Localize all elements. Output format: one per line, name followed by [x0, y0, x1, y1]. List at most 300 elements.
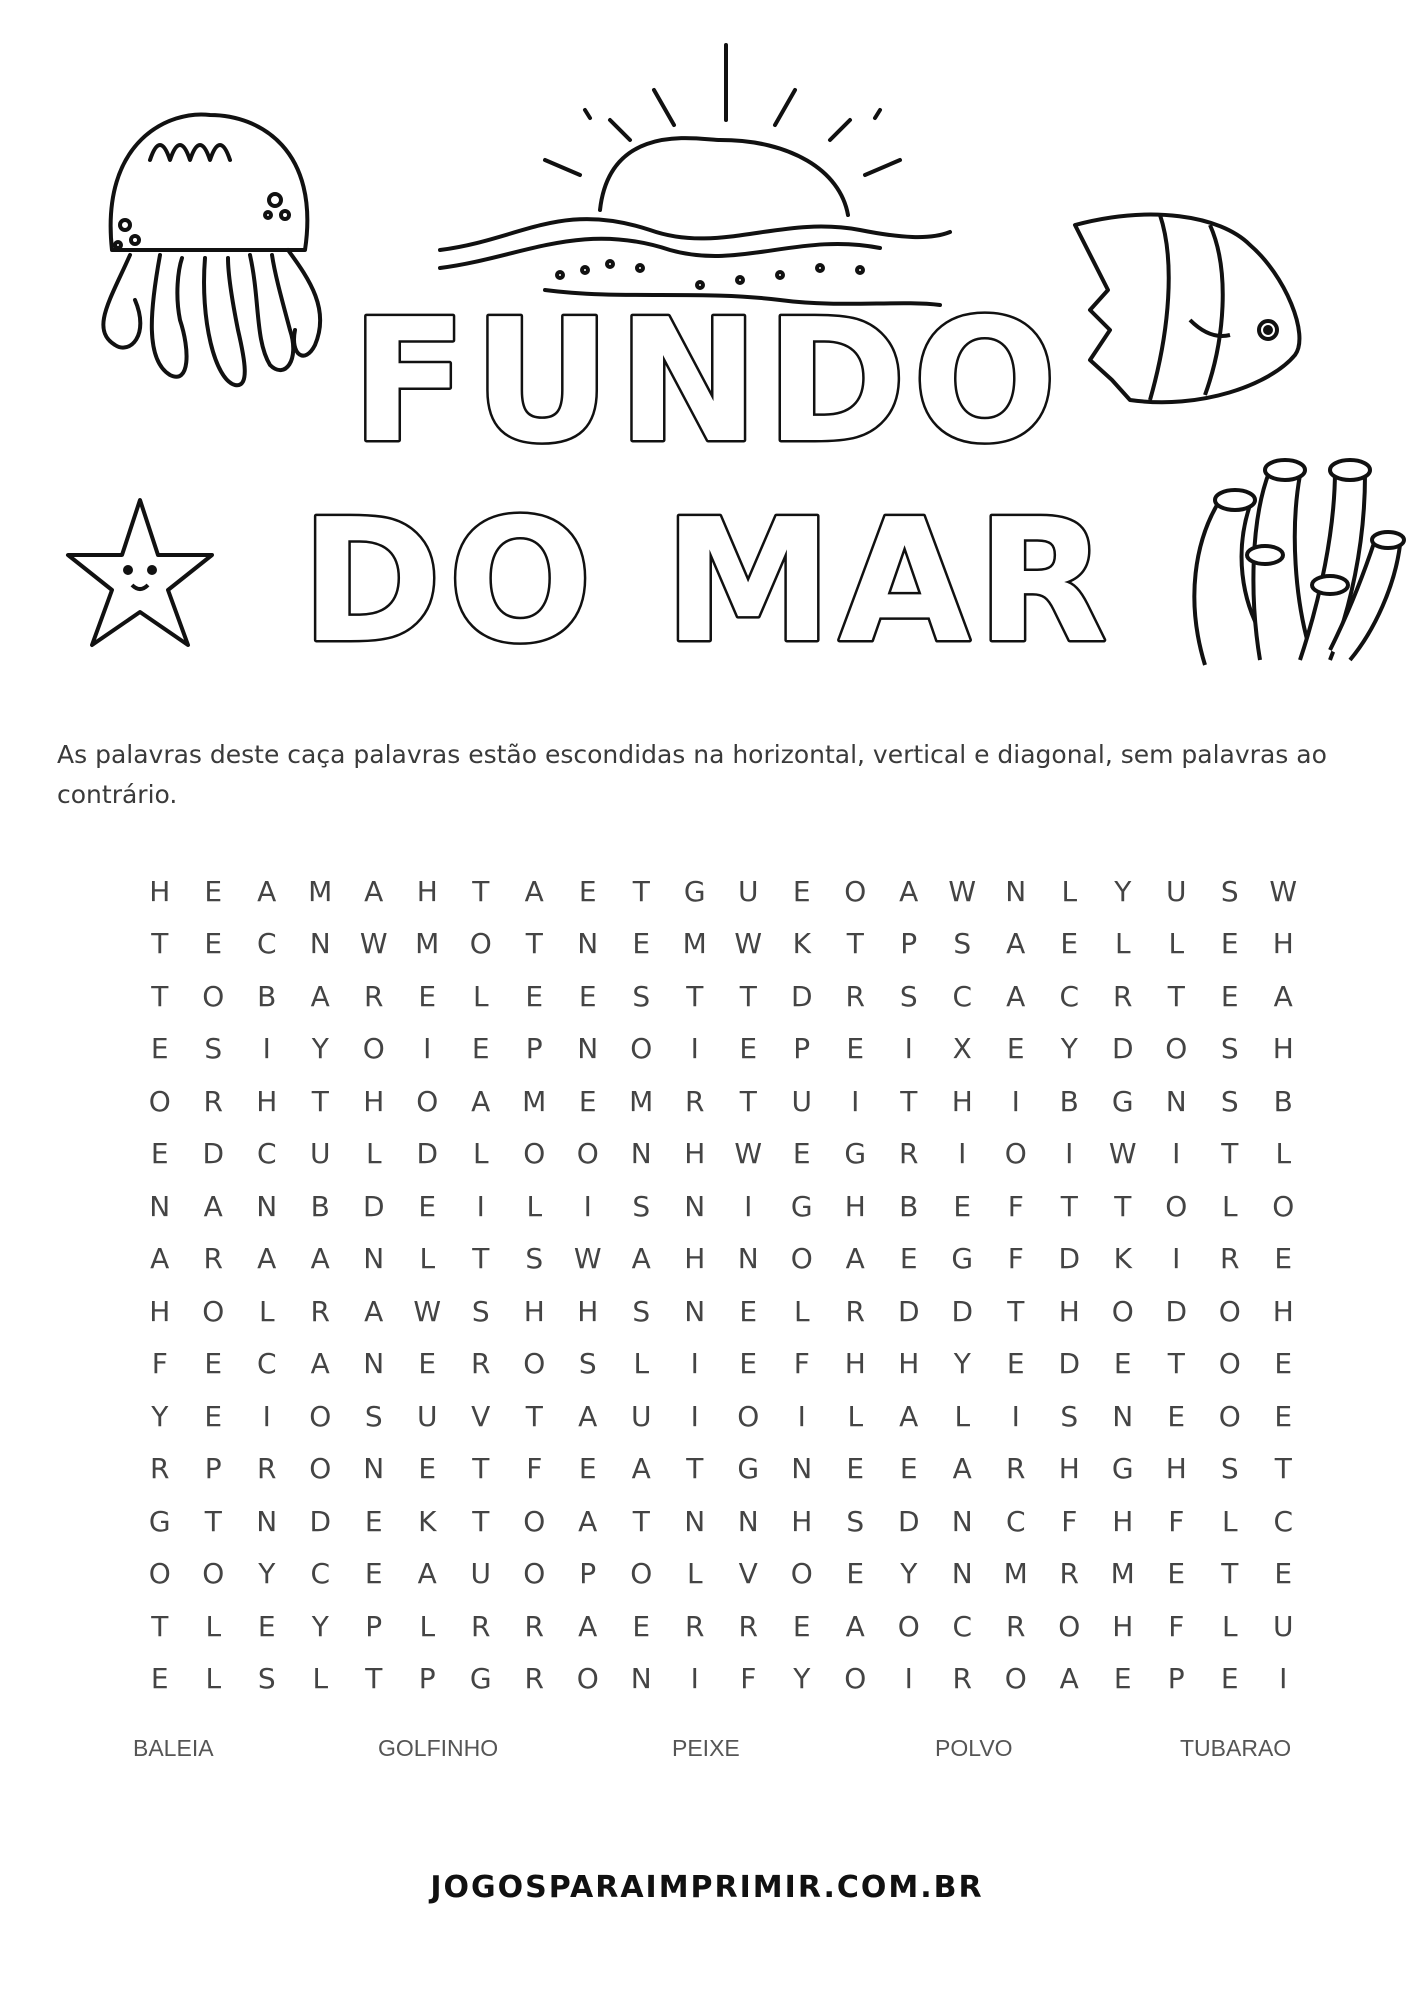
grid-cell[interactable]: I	[423, 1032, 432, 1066]
grid-cell[interactable]: O	[148, 1084, 171, 1118]
grid-cell[interactable]: N	[363, 1242, 385, 1276]
grid-cell[interactable]: U	[1166, 874, 1187, 908]
grid-cell[interactable]: F	[740, 1662, 757, 1696]
grid-cell[interactable]: W	[359, 927, 388, 961]
grid-cell[interactable]: E	[1274, 1399, 1293, 1433]
grid-cell[interactable]: E	[846, 1452, 865, 1486]
grid-cell[interactable]: N	[791, 1452, 813, 1486]
grid-cell[interactable]: L	[1221, 1609, 1238, 1643]
grid-cell[interactable]: O	[1272, 1189, 1295, 1223]
grid-cell[interactable]: L	[1168, 927, 1185, 961]
grid-cell[interactable]: R	[1006, 1609, 1026, 1643]
grid-cell[interactable]: R	[685, 1084, 705, 1118]
grid-cell[interactable]: F	[1007, 1189, 1024, 1223]
grid-cell[interactable]: S	[632, 1189, 651, 1223]
grid-cell[interactable]: M	[1110, 1557, 1135, 1591]
grid-cell[interactable]: O	[630, 1557, 653, 1591]
grid-cell[interactable]: E	[846, 1557, 865, 1591]
grid-cell[interactable]: O	[630, 1032, 653, 1066]
grid-cell[interactable]: O	[309, 1452, 332, 1486]
grid-cell[interactable]: N	[684, 1504, 706, 1538]
grid-cell[interactable]: G	[1111, 1452, 1134, 1486]
grid-cell[interactable]: A	[310, 1347, 330, 1381]
grid-cell[interactable]: S	[204, 1032, 223, 1066]
grid-cell[interactable]: I	[262, 1032, 271, 1066]
grid-cell[interactable]: O	[523, 1557, 546, 1591]
grid-cell[interactable]: R	[1059, 1557, 1079, 1591]
grid-cell[interactable]: G	[951, 1242, 974, 1276]
grid-cell[interactable]: D	[897, 1504, 920, 1538]
grid-cell[interactable]: E	[1274, 1557, 1293, 1591]
grid-cell[interactable]: T	[151, 979, 169, 1013]
grid-cell[interactable]: D	[362, 1189, 385, 1223]
grid-cell[interactable]: U	[791, 1084, 812, 1118]
grid-cell[interactable]: I	[744, 1189, 753, 1223]
grid-cell[interactable]: E	[578, 979, 597, 1013]
grid-cell[interactable]: G	[1111, 1084, 1134, 1118]
grid-cell[interactable]: I	[690, 1399, 699, 1433]
grid-cell[interactable]: W	[413, 1294, 442, 1328]
grid-cell[interactable]: M	[682, 927, 707, 961]
grid-cell[interactable]: O	[523, 1137, 546, 1171]
grid-cell[interactable]: T	[900, 1084, 918, 1118]
grid-cell[interactable]: R	[524, 1662, 544, 1696]
grid-cell[interactable]: P	[1167, 1662, 1185, 1696]
grid-cell[interactable]: A	[578, 1504, 598, 1538]
grid-cell[interactable]: A	[899, 1399, 919, 1433]
grid-cell[interactable]: T	[204, 1504, 222, 1538]
grid-cell[interactable]: U	[1273, 1609, 1294, 1643]
grid-cell[interactable]: S	[257, 1662, 276, 1696]
grid-cell[interactable]: I	[1065, 1137, 1074, 1171]
grid-cell[interactable]: A	[1006, 927, 1026, 961]
grid-cell[interactable]: O	[737, 1399, 760, 1433]
grid-cell[interactable]: N	[951, 1504, 973, 1538]
grid-cell[interactable]: A	[257, 1242, 277, 1276]
grid-cell[interactable]: E	[1167, 1557, 1186, 1591]
grid-cell[interactable]: O	[309, 1399, 332, 1433]
grid-cell[interactable]: S	[1220, 874, 1239, 908]
grid-cell[interactable]: Y	[311, 1609, 329, 1643]
grid-cell[interactable]: E	[150, 1662, 169, 1696]
grid-cell[interactable]: H	[684, 1137, 706, 1171]
grid-cell[interactable]: P	[900, 927, 918, 961]
grid-cell[interactable]: L	[1061, 874, 1078, 908]
grid-cell[interactable]: M	[1003, 1557, 1028, 1591]
grid-cell[interactable]: T	[1274, 1452, 1292, 1486]
grid-cell[interactable]: L	[312, 1662, 329, 1696]
grid-cell[interactable]: O	[523, 1347, 546, 1381]
grid-cell[interactable]: O	[1218, 1347, 1241, 1381]
grid-cell[interactable]: T	[525, 927, 543, 961]
grid-cell[interactable]: T	[686, 1452, 704, 1486]
grid-cell[interactable]: I	[690, 1662, 699, 1696]
grid-cell[interactable]: H	[1272, 1294, 1294, 1328]
grid-cell[interactable]: W	[573, 1242, 602, 1276]
grid-cell[interactable]: H	[1112, 1609, 1134, 1643]
grid-cell[interactable]: T	[632, 1504, 650, 1538]
grid-cell[interactable]: C	[952, 979, 973, 1013]
grid-cell[interactable]: E	[1220, 1662, 1239, 1696]
grid-cell[interactable]: E	[1167, 1399, 1186, 1433]
grid-cell[interactable]: H	[256, 1084, 278, 1118]
grid-cell[interactable]: R	[1006, 1452, 1026, 1486]
grid-cell[interactable]: O	[1004, 1137, 1027, 1171]
grid-cell[interactable]: R	[471, 1609, 491, 1643]
grid-cell[interactable]: K	[1113, 1242, 1132, 1276]
grid-cell[interactable]: O	[202, 1294, 225, 1328]
grid-cell[interactable]: D	[416, 1137, 439, 1171]
grid-cell[interactable]: C	[256, 927, 277, 961]
grid-cell[interactable]: T	[1007, 1294, 1025, 1328]
grid-cell[interactable]: S	[471, 1294, 490, 1328]
grid-cell[interactable]: E	[418, 979, 437, 1013]
grid-cell[interactable]: E	[578, 1452, 597, 1486]
grid-cell[interactable]: N	[737, 1242, 759, 1276]
grid-cell[interactable]: I	[1279, 1662, 1288, 1696]
grid-cell[interactable]: E	[204, 1399, 223, 1433]
grid-cell[interactable]: E	[792, 1137, 811, 1171]
grid-cell[interactable]: K	[418, 1504, 437, 1538]
grid-cell[interactable]: S	[525, 1242, 544, 1276]
grid-cell[interactable]: H	[898, 1347, 920, 1381]
grid-cell[interactable]: H	[523, 1294, 545, 1328]
grid-cell[interactable]: S	[846, 1504, 865, 1538]
grid-cell[interactable]: E	[632, 927, 651, 961]
grid-cell[interactable]: N	[256, 1189, 278, 1223]
grid-cell[interactable]: B	[310, 1189, 330, 1223]
grid-cell[interactable]: D	[1165, 1294, 1188, 1328]
grid-cell[interactable]: T	[311, 1084, 329, 1118]
grid-cell[interactable]: S	[1060, 1399, 1079, 1433]
grid-cell[interactable]: N	[256, 1504, 278, 1538]
grid-cell[interactable]: D	[790, 979, 813, 1013]
grid-cell[interactable]: F	[793, 1347, 810, 1381]
grid-cell[interactable]: A	[1273, 979, 1293, 1013]
grid-cell[interactable]: O	[1058, 1609, 1081, 1643]
grid-cell[interactable]: Y	[1060, 1032, 1078, 1066]
grid-cell[interactable]: T	[472, 1242, 490, 1276]
grid-cell[interactable]: U	[631, 1399, 652, 1433]
grid-cell[interactable]: E	[471, 1032, 490, 1066]
grid-cell[interactable]: E	[418, 1189, 437, 1223]
grid-cell[interactable]: O	[202, 979, 225, 1013]
grid-cell[interactable]: A	[471, 1084, 491, 1118]
grid-cell[interactable]: H	[363, 1084, 385, 1118]
grid-cell[interactable]: Y	[953, 1347, 971, 1381]
grid-cell[interactable]: D	[1111, 1032, 1134, 1066]
grid-cell[interactable]: E	[1274, 1242, 1293, 1276]
grid-cell[interactable]: E	[1274, 1347, 1293, 1381]
grid-cell[interactable]: A	[203, 1189, 223, 1223]
grid-cell[interactable]: A	[845, 1242, 865, 1276]
grid-cell[interactable]: A	[1059, 1662, 1079, 1696]
grid-cell[interactable]: H	[1165, 1452, 1187, 1486]
grid-cell[interactable]: T	[1221, 1557, 1239, 1591]
grid-cell[interactable]: L	[1221, 1189, 1238, 1223]
grid-cell[interactable]: R	[150, 1452, 170, 1486]
grid-cell[interactable]: F	[151, 1347, 168, 1381]
grid-cell[interactable]: T	[1114, 1189, 1132, 1223]
grid-cell[interactable]: D	[897, 1294, 920, 1328]
grid-cell[interactable]: O	[844, 1662, 867, 1696]
grid-cell[interactable]: T	[1221, 1137, 1239, 1171]
grid-cell[interactable]: I	[904, 1662, 913, 1696]
grid-cell[interactable]: E	[150, 1137, 169, 1171]
grid-cell[interactable]: E	[899, 1452, 918, 1486]
grid-cell[interactable]: H	[951, 1084, 973, 1118]
grid-cell[interactable]: Y	[900, 1557, 918, 1591]
grid-cell[interactable]: S	[364, 1399, 383, 1433]
grid-cell[interactable]: P	[525, 1032, 543, 1066]
grid-cell[interactable]: A	[1006, 979, 1026, 1013]
grid-cell[interactable]: T	[686, 979, 704, 1013]
grid-cell[interactable]: P	[793, 1032, 811, 1066]
grid-cell[interactable]: E	[364, 1557, 383, 1591]
grid-cell[interactable]: Y	[1114, 874, 1132, 908]
grid-cell[interactable]: H	[844, 1347, 866, 1381]
grid-cell[interactable]: V	[738, 1557, 758, 1591]
grid-cell[interactable]: E	[1006, 1347, 1025, 1381]
grid-cell[interactable]: P	[579, 1557, 597, 1591]
grid-cell[interactable]: M	[308, 874, 333, 908]
grid-cell[interactable]: V	[471, 1399, 491, 1433]
grid-cell[interactable]: H	[1058, 1294, 1080, 1328]
grid-cell[interactable]: H	[1272, 1032, 1294, 1066]
grid-cell[interactable]: H	[577, 1294, 599, 1328]
grid-cell[interactable]: D	[951, 1294, 974, 1328]
grid-cell[interactable]: T	[525, 1399, 543, 1433]
grid-cell[interactable]: E	[899, 1242, 918, 1276]
grid-cell[interactable]: T	[472, 1504, 490, 1538]
grid-cell[interactable]: E	[364, 1504, 383, 1538]
grid-cell[interactable]: T	[739, 979, 757, 1013]
grid-cell[interactable]: G	[844, 1137, 867, 1171]
grid-cell[interactable]: L	[793, 1294, 810, 1328]
grid-cell[interactable]: E	[1006, 1032, 1025, 1066]
grid-cell[interactable]: N	[363, 1347, 385, 1381]
grid-cell[interactable]: B	[1273, 1084, 1293, 1118]
grid-cell[interactable]: N	[684, 1189, 706, 1223]
grid-cell[interactable]: E	[1220, 979, 1239, 1013]
grid-cell[interactable]: N	[1112, 1399, 1134, 1433]
grid-cell[interactable]: L	[954, 1399, 971, 1433]
grid-cell[interactable]: S	[953, 927, 972, 961]
grid-cell[interactable]: H	[149, 874, 171, 908]
grid-cell[interactable]: E	[792, 874, 811, 908]
grid-cell[interactable]: I	[690, 1347, 699, 1381]
grid-cell[interactable]: R	[524, 1609, 544, 1643]
grid-cell[interactable]: O	[576, 1137, 599, 1171]
grid-cell[interactable]: M	[629, 1084, 654, 1118]
grid-cell[interactable]: L	[472, 1137, 489, 1171]
grid-cell[interactable]: I	[851, 1084, 860, 1118]
grid-cell[interactable]: M	[522, 1084, 547, 1118]
grid-cell[interactable]: H	[416, 874, 438, 908]
grid-cell[interactable]: Y	[258, 1557, 276, 1591]
grid-cell[interactable]: K	[792, 927, 811, 961]
grid-cell[interactable]: T	[472, 1452, 490, 1486]
grid-cell[interactable]: I	[262, 1399, 271, 1433]
grid-cell[interactable]: D	[1058, 1242, 1081, 1276]
grid-cell[interactable]: R	[203, 1242, 223, 1276]
grid-cell[interactable]: P	[204, 1452, 222, 1486]
grid-cell[interactable]: R	[1220, 1242, 1240, 1276]
grid-cell[interactable]: E	[739, 1032, 758, 1066]
grid-cell[interactable]: D	[309, 1504, 332, 1538]
grid-cell[interactable]: E	[578, 1084, 597, 1118]
grid-cell[interactable]: N	[684, 1294, 706, 1328]
grid-cell[interactable]: Y	[151, 1399, 169, 1433]
grid-cell[interactable]: T	[1167, 979, 1185, 1013]
grid-cell[interactable]: O	[362, 1032, 385, 1066]
grid-cell[interactable]: L	[526, 1189, 543, 1223]
grid-cell[interactable]: I	[476, 1189, 485, 1223]
grid-cell[interactable]: L	[258, 1294, 275, 1328]
grid-cell[interactable]: A	[845, 1609, 865, 1643]
grid-cell[interactable]: A	[257, 874, 277, 908]
grid-cell[interactable]: R	[685, 1609, 705, 1643]
grid-cell[interactable]: H	[149, 1294, 171, 1328]
grid-cell[interactable]: O	[1218, 1399, 1241, 1433]
grid-cell[interactable]: G	[737, 1452, 760, 1486]
grid-cell[interactable]: E	[204, 927, 223, 961]
grid-cell[interactable]: D	[1058, 1347, 1081, 1381]
grid-cell[interactable]: M	[415, 927, 440, 961]
grid-cell[interactable]: E	[792, 1609, 811, 1643]
grid-cell[interactable]: S	[578, 1347, 597, 1381]
grid-cell[interactable]: E	[418, 1347, 437, 1381]
grid-cell[interactable]: N	[951, 1557, 973, 1591]
grid-cell[interactable]: E	[953, 1189, 972, 1223]
grid-cell[interactable]: E	[1113, 1662, 1132, 1696]
grid-cell[interactable]: L	[205, 1609, 222, 1643]
grid-cell[interactable]: W	[948, 874, 977, 908]
grid-cell[interactable]: U	[470, 1557, 491, 1591]
grid-cell[interactable]: A	[364, 1294, 384, 1328]
grid-cell[interactable]: A	[899, 874, 919, 908]
grid-cell[interactable]: I	[1172, 1137, 1181, 1171]
grid-cell[interactable]: A	[524, 874, 544, 908]
grid-cell[interactable]: H	[1058, 1452, 1080, 1486]
grid-cell[interactable]: E	[632, 1609, 651, 1643]
grid-cell[interactable]: E	[1220, 927, 1239, 961]
grid-cell[interactable]: R	[364, 979, 384, 1013]
grid-cell[interactable]: L	[419, 1242, 436, 1276]
grid-cell[interactable]: A	[578, 1399, 598, 1433]
grid-cell[interactable]: S	[899, 979, 918, 1013]
grid-cell[interactable]: N	[577, 1032, 599, 1066]
grid-cell[interactable]: C	[256, 1137, 277, 1171]
grid-cell[interactable]: H	[791, 1504, 813, 1538]
grid-cell[interactable]: T	[846, 927, 864, 961]
grid-cell[interactable]: L	[1114, 927, 1131, 961]
grid-cell[interactable]: C	[256, 1347, 277, 1381]
grid-cell[interactable]: A	[631, 1242, 651, 1276]
grid-cell[interactable]: O	[1111, 1294, 1134, 1328]
grid-cell[interactable]: O	[897, 1609, 920, 1643]
grid-cell[interactable]: R	[738, 1609, 758, 1643]
grid-cell[interactable]: L	[686, 1557, 703, 1591]
grid-cell[interactable]: I	[958, 1137, 967, 1171]
grid-cell[interactable]: R	[952, 1662, 972, 1696]
grid-cell[interactable]: I	[904, 1032, 913, 1066]
grid-cell[interactable]: O	[148, 1557, 171, 1591]
grid-cell[interactable]: L	[1275, 1137, 1292, 1171]
grid-cell[interactable]: A	[310, 979, 330, 1013]
grid-cell[interactable]: I	[1011, 1084, 1020, 1118]
grid-cell[interactable]: O	[1004, 1662, 1027, 1696]
grid-cell[interactable]: E	[739, 1294, 758, 1328]
grid-cell[interactable]: G	[790, 1189, 813, 1223]
grid-cell[interactable]: T	[365, 1662, 383, 1696]
grid-cell[interactable]: T	[151, 1609, 169, 1643]
grid-cell[interactable]: A	[150, 1242, 170, 1276]
grid-cell[interactable]: S	[1220, 1452, 1239, 1486]
grid-cell[interactable]: L	[205, 1662, 222, 1696]
grid-cell[interactable]: G	[469, 1662, 492, 1696]
grid-cell[interactable]: H	[1272, 927, 1294, 961]
grid-cell[interactable]: E	[204, 1347, 223, 1381]
grid-cell[interactable]: S	[632, 1294, 651, 1328]
grid-cell[interactable]: O	[416, 1084, 439, 1118]
grid-cell[interactable]: R	[899, 1137, 919, 1171]
grid-cell[interactable]: D	[202, 1137, 225, 1171]
grid-cell[interactable]: L	[847, 1399, 864, 1433]
grid-cell[interactable]: L	[1221, 1504, 1238, 1538]
grid-cell[interactable]: I	[797, 1399, 806, 1433]
grid-cell[interactable]: W	[1108, 1137, 1137, 1171]
grid-cell[interactable]: R	[845, 979, 865, 1013]
grid-cell[interactable]: N	[1005, 874, 1027, 908]
grid-cell[interactable]: E	[578, 874, 597, 908]
grid-cell[interactable]: E	[1113, 1347, 1132, 1381]
grid-cell[interactable]: R	[257, 1452, 277, 1486]
grid-cell[interactable]: O	[523, 1504, 546, 1538]
grid-cell[interactable]: S	[1220, 1032, 1239, 1066]
grid-cell[interactable]: P	[365, 1609, 383, 1643]
grid-cell[interactable]: I	[583, 1189, 592, 1223]
grid-cell[interactable]: O	[844, 874, 867, 908]
grid-cell[interactable]: Y	[311, 1032, 329, 1066]
grid-cell[interactable]: N	[309, 927, 331, 961]
grid-cell[interactable]: O	[790, 1242, 813, 1276]
grid-cell[interactable]: E	[1060, 927, 1079, 961]
grid-cell[interactable]: O	[469, 927, 492, 961]
grid-cell[interactable]: G	[683, 874, 706, 908]
grid-cell[interactable]: R	[310, 1294, 330, 1328]
grid-cell[interactable]: O	[1218, 1294, 1241, 1328]
grid-cell[interactable]: H	[844, 1189, 866, 1223]
grid-cell[interactable]: R	[1113, 979, 1133, 1013]
grid-cell[interactable]: E	[739, 1347, 758, 1381]
grid-cell[interactable]: U	[417, 1399, 438, 1433]
grid-cell[interactable]: T	[1060, 1189, 1078, 1223]
grid-cell[interactable]: U	[310, 1137, 331, 1171]
grid-cell[interactable]: X	[952, 1032, 972, 1066]
grid-cell[interactable]: T	[739, 1084, 757, 1118]
grid-cell[interactable]: F	[1061, 1504, 1078, 1538]
grid-cell[interactable]: F	[1007, 1242, 1024, 1276]
grid-cell[interactable]: O	[576, 1662, 599, 1696]
grid-cell[interactable]: N	[1165, 1084, 1187, 1118]
grid-cell[interactable]: I	[1011, 1399, 1020, 1433]
grid-cell[interactable]: S	[632, 979, 651, 1013]
grid-cell[interactable]: T	[151, 927, 169, 961]
grid-cell[interactable]: R	[845, 1294, 865, 1328]
grid-cell[interactable]: N	[577, 927, 599, 961]
grid-cell[interactable]: L	[472, 979, 489, 1013]
